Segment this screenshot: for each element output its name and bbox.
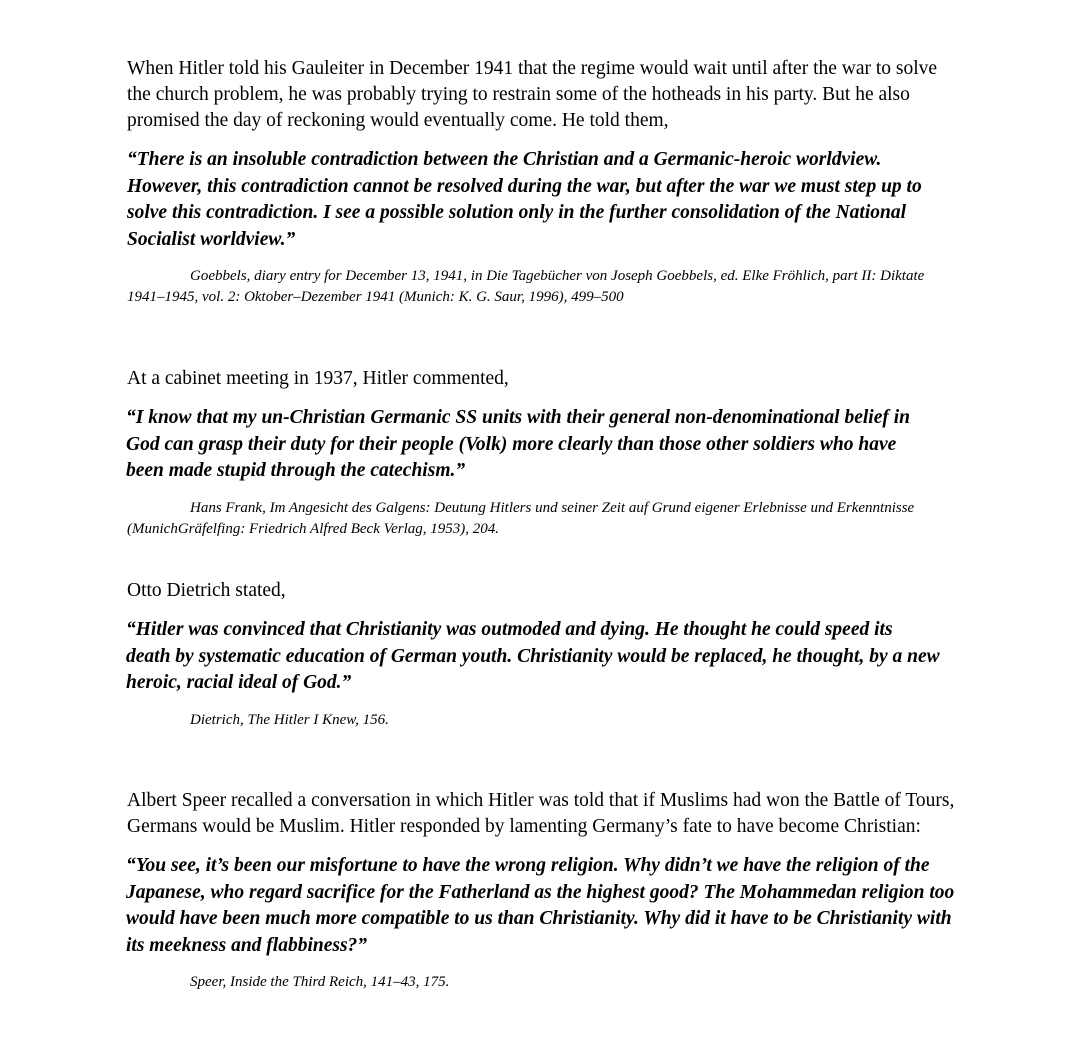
section-cabinet-meeting [127,366,957,540]
citation: Hans Frank, Im Angesicht des Galgens: Deutung Hitlers und seiner Zeit auf Grund eigener Erlebnisse und Erkenntnisse (MunichGräfelfing: Friedrich Alfred Beck Verlag, 1953), 204. [127,499,915,537]
intro-paragraph: Otto Dietrich stated, [127,580,286,601]
intro-paragraph: At a cabinet meeting in 1937, Hitler commented, [127,368,509,389]
section-goebbels [127,56,957,308]
block-quote: “Hitler was convinced that Christianity was outmoded and dying. He thought he could speed its death by systematic education of German youth. Christianity would be replaced, he thought, by a new heroic, racial ideal of God.” [126,619,940,693]
block-quote: “I know that my un-Christian Germanic SS units with their general non-denominational belief in God can grasp their duty for their people (Volk) more clearly than those other soldiers who have been made stupid through the catechism.” [126,407,910,481]
citation: Dietrich, The Hitler I Knew, 156. [190,711,389,728]
citation: Goebbels, diary entry for December 13, 1941, in Die Tagebücher von Joseph Goebbels, ed. Elke Fröhlich, part II: Diktate 1941–1945, vol. 2: Oktober–Dezember 1941 (Munich: K. G. Saur, 1996), 499–500 [127,268,925,305]
citation: Speer, Inside the Third Reich, 141–43, 175. [190,974,450,990]
section-otto-dietrich [127,578,957,731]
intro-paragraph: Albert Speer recalled a conversation in which Hitler was told that if Muslims had won the Battle of Tours, Germans would be Muslim. Hitler responded by lamenting Germany’s fate to have become Christian: [127,790,955,837]
intro-paragraph: When Hitler told his Gauleiter in December 1941 that the regime would wait until after the war to solve the church problem, he was probably trying to restrain some of the hotheads in his party. But he also promised the day of reckoning would eventually come. He told them, [127,58,938,131]
section-albert-speer [127,788,957,993]
block-quote: “You see, it’s been our misfortune to have the wrong religion. Why didn’t we have the religion of the Japanese, who regard sacrifice for the Fatherland as the highest good? The Mohammedan religion too would have been much more compatible to us than Christianity. Why did it have to be Christianity with its meekness and flabbiness?” [126,855,955,956]
block-quote: “There is an insoluble contradiction between the Christian and a Germanic-heroic worldview. However, this contradiction cannot be resolved during the war, but after the war we must step up to solve this contradiction. I see a possible solution only in the further consolidation of the National Socialist worldview.” [127,149,922,250]
